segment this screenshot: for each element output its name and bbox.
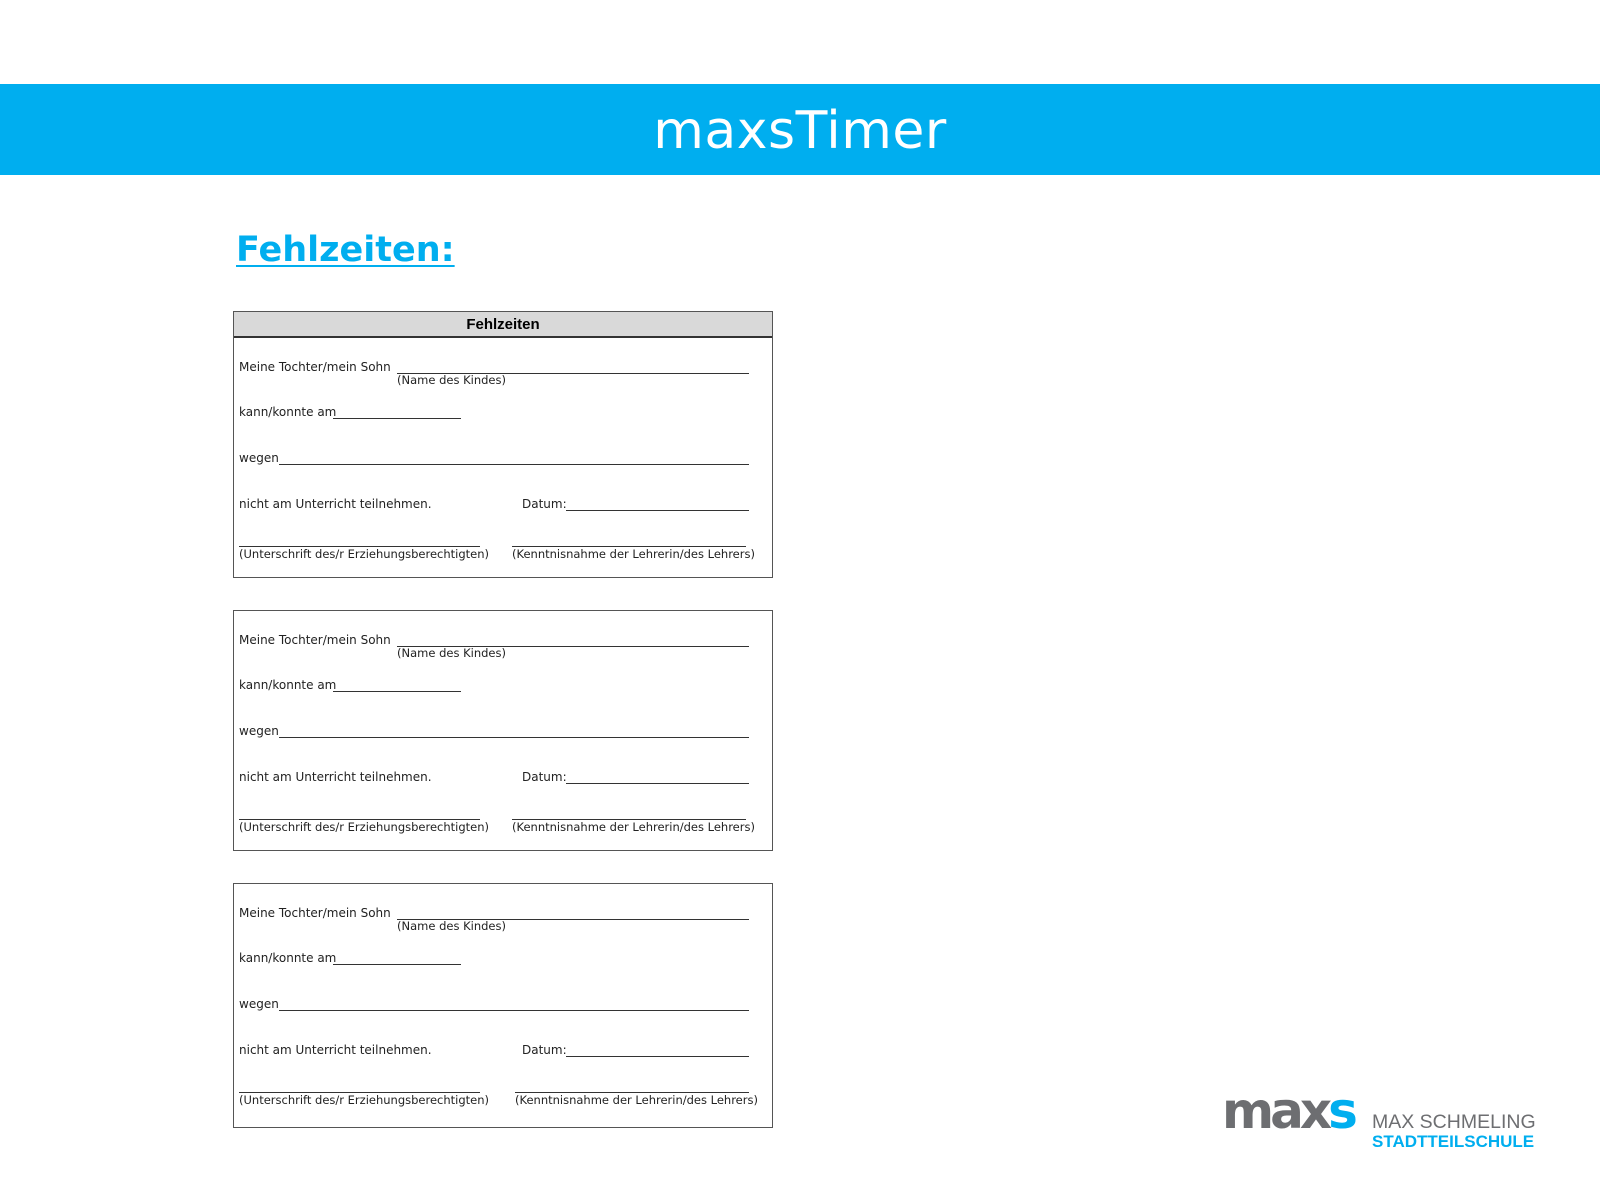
guardian-caption: (Unterschrift des/r Erziehungsberechtigten) — [239, 820, 490, 834]
child-name-caption: (Name des Kindes) — [397, 919, 506, 933]
form-header: Fehlzeiten — [234, 312, 772, 338]
title-banner — [0, 84, 1600, 175]
child-label: Meine Tochter/mein Sohn — [239, 360, 391, 374]
guardian-caption: (Unterschrift des/r Erziehungsberechtigten) — [239, 547, 490, 561]
child-label: Meine Tochter/mein Sohn — [239, 906, 391, 920]
guardian-caption: (Unterschrift des/r Erziehungsberechtigten) — [239, 1093, 490, 1107]
absence-text: nicht am Unterricht teilnehmen. — [239, 497, 432, 511]
school-logo — [1222, 1086, 1558, 1156]
page-title: maxsTimer — [653, 100, 947, 161]
absence-text: nicht am Unterricht teilnehmen. — [239, 1043, 432, 1057]
logo-mark: maxs — [1222, 1086, 1354, 1140]
logo-line1: MAX SCHMELING — [1372, 1111, 1536, 1133]
absence-form — [233, 610, 773, 851]
teacher-caption: (Kenntnisnahme der Lehrerin/des Lehrers) — [515, 1093, 758, 1107]
date-label: kann/konnte am — [239, 405, 337, 419]
datum-line — [566, 510, 749, 511]
date-line — [333, 691, 461, 692]
teacher-caption: (Kenntnisnahme der Lehrerin/des Lehrers) — [512, 820, 755, 834]
reason-label: wegen — [239, 724, 279, 738]
child-label: Meine Tochter/mein Sohn — [239, 633, 391, 647]
reason-line — [279, 737, 749, 738]
child-name-caption: (Name des Kindes) — [397, 646, 506, 660]
date-line — [333, 418, 461, 419]
datum-line — [566, 783, 749, 784]
datum-label: Datum: — [522, 497, 567, 511]
logo-line2: STADTTEILSCHULE — [1372, 1132, 1535, 1151]
reason-label: wegen — [239, 997, 279, 1011]
reason-line — [279, 464, 749, 465]
reason-label: wegen — [239, 451, 279, 465]
absence-form — [233, 883, 773, 1128]
reason-line — [279, 1010, 749, 1011]
date-line — [333, 964, 461, 965]
date-label: kann/konnte am — [239, 951, 337, 965]
child-name-caption: (Name des Kindes) — [397, 373, 506, 387]
datum-line — [566, 1056, 749, 1057]
section-heading: Fehlzeiten: — [236, 230, 455, 270]
datum-label: Datum: — [522, 770, 567, 784]
absence-text: nicht am Unterricht teilnehmen. — [239, 770, 432, 784]
datum-label: Datum: — [522, 1043, 567, 1057]
teacher-caption: (Kenntnisnahme der Lehrerin/des Lehrers) — [512, 547, 755, 561]
absence-form — [233, 311, 773, 578]
date-label: kann/konnte am — [239, 678, 337, 692]
